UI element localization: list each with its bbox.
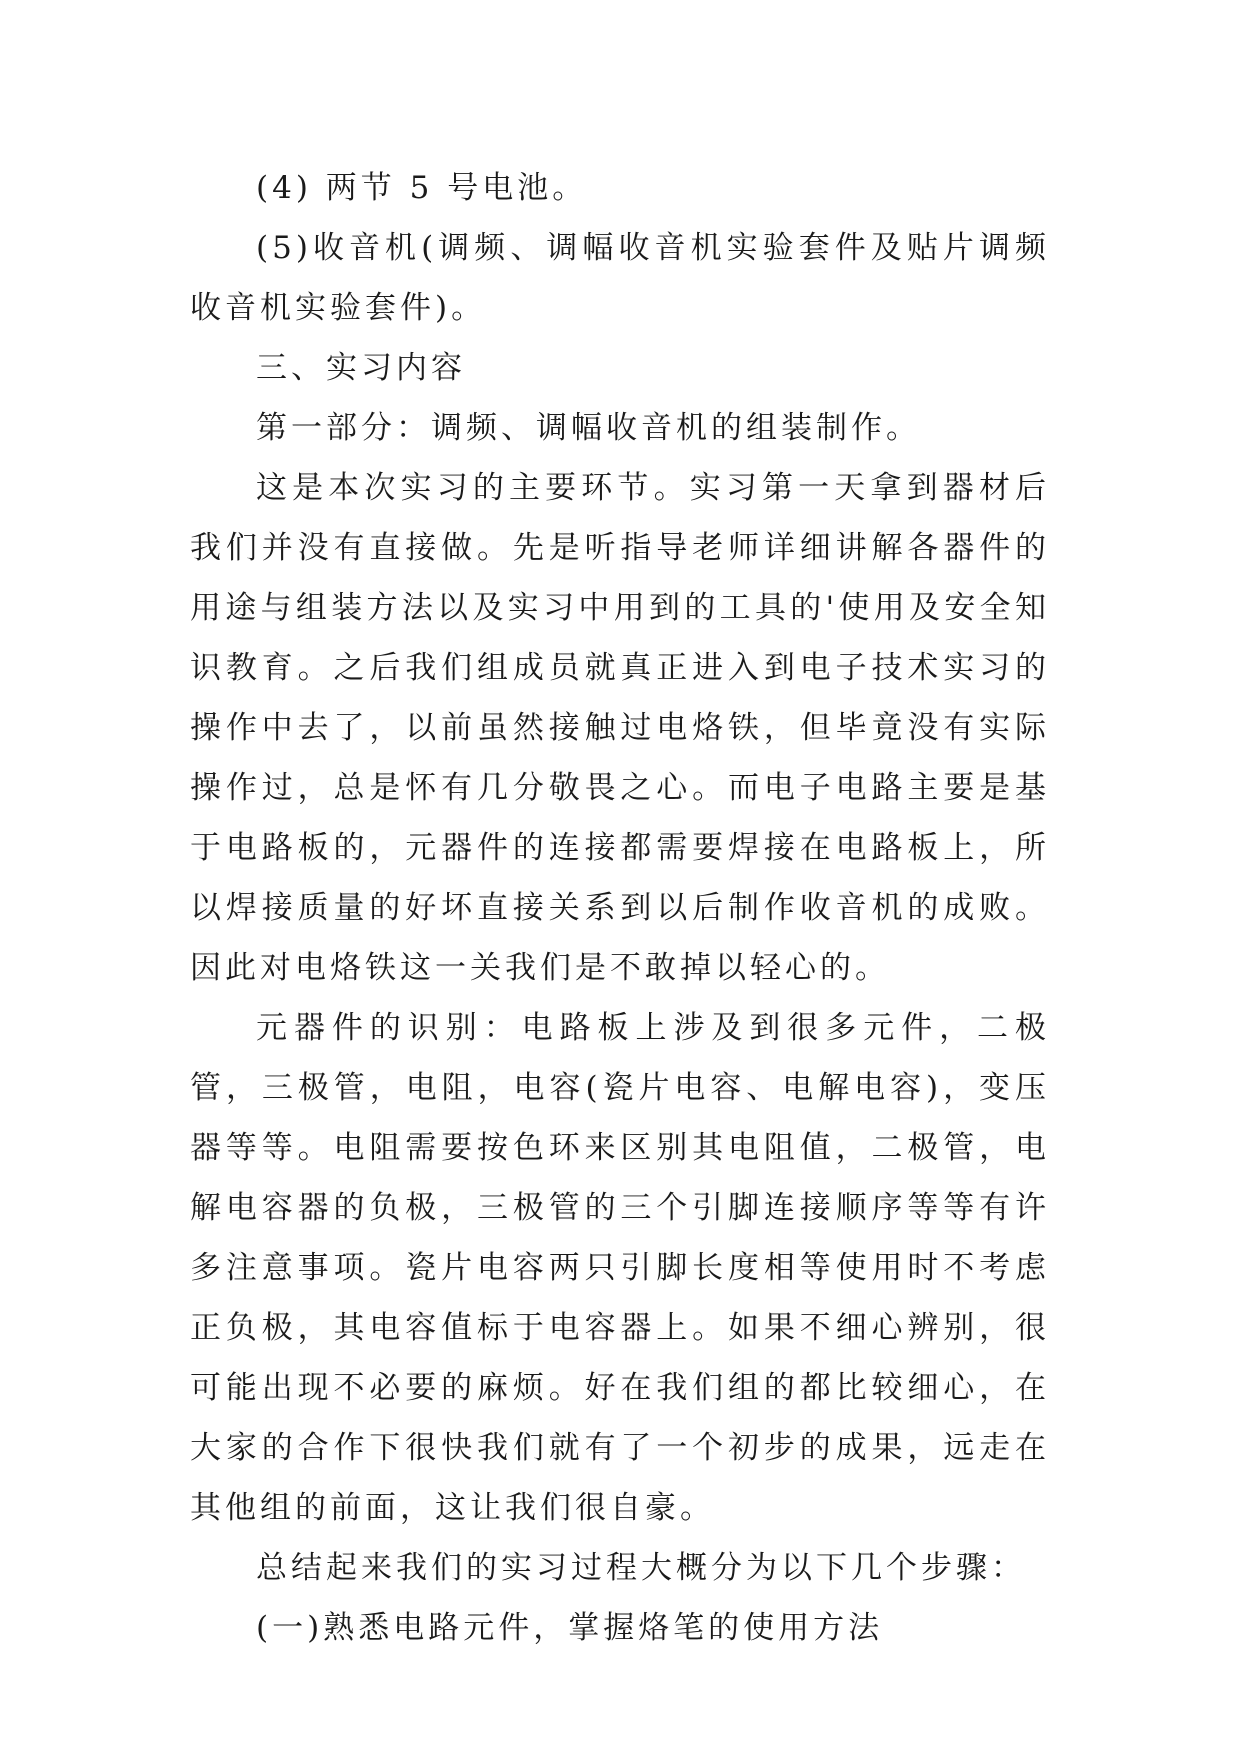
paragraph-summary-steps: 总结起来我们的实习过程大概分为以下几个步骤：: [256, 1550, 1026, 1586]
step-heading-one: (一)熟悉电路元件，掌握烙笔的使用方法: [256, 1610, 884, 1646]
paragraph-component-identification: 元器件的识别：电路板上涉及到很多元件，二极管，三极管，电阻，电容(瓷片电容、电解电容)，变压器等等。电阻需要按色环来区别其电阻值，二极管，电解电容器的负极，三极管的三个引脚连接顺序等等有许多注意事项。瓷片电容两只引脚长度相等使用时不考虑正负极，其电容值标于电容器上。如果不细心辨别，很可能出现不必要的麻烦。好在我们组的都比较细心，在大家的合作下很快我们就有了一个初步的成果，远走在其他组的前面，这让我们很自豪。: [190, 1010, 1050, 1526]
paragraph-main-process: 这是本次实习的主要环节。实习第一天拿到器材后我们并没有直接做。先是听指导老师详细讲解各器件的用途与组装方法以及实习中用到的工具的'使用及安全知识教育。之后我们组成员就真正进入到电子技术实习的操作中去了，以前虽然接触过电烙铁，但毕竟没有实际操作过，总是怀有几分敬畏之心。而电子电路主要是基于电路板的，元器件的连接都需要焊接在电路板上，所以焊接质量的好坏直接关系到以后制作收音机的成败。因此对电烙铁这一关我们是不敢掉以轻心的。: [190, 470, 1050, 986]
list-item-radio-kits: (5)收音机(调频、调幅收音机实验套件及贴片调频收音机实验套件)。: [190, 230, 1050, 326]
list-item-batteries: (4) 两节 5 号电池。: [256, 170, 588, 206]
section-heading-internship-content: 三、实习内容: [256, 350, 466, 386]
part-heading-assembly: 第一部分：调频、调幅收音机的组装制作。: [256, 410, 921, 446]
document-body: [190, 158, 1050, 1658]
